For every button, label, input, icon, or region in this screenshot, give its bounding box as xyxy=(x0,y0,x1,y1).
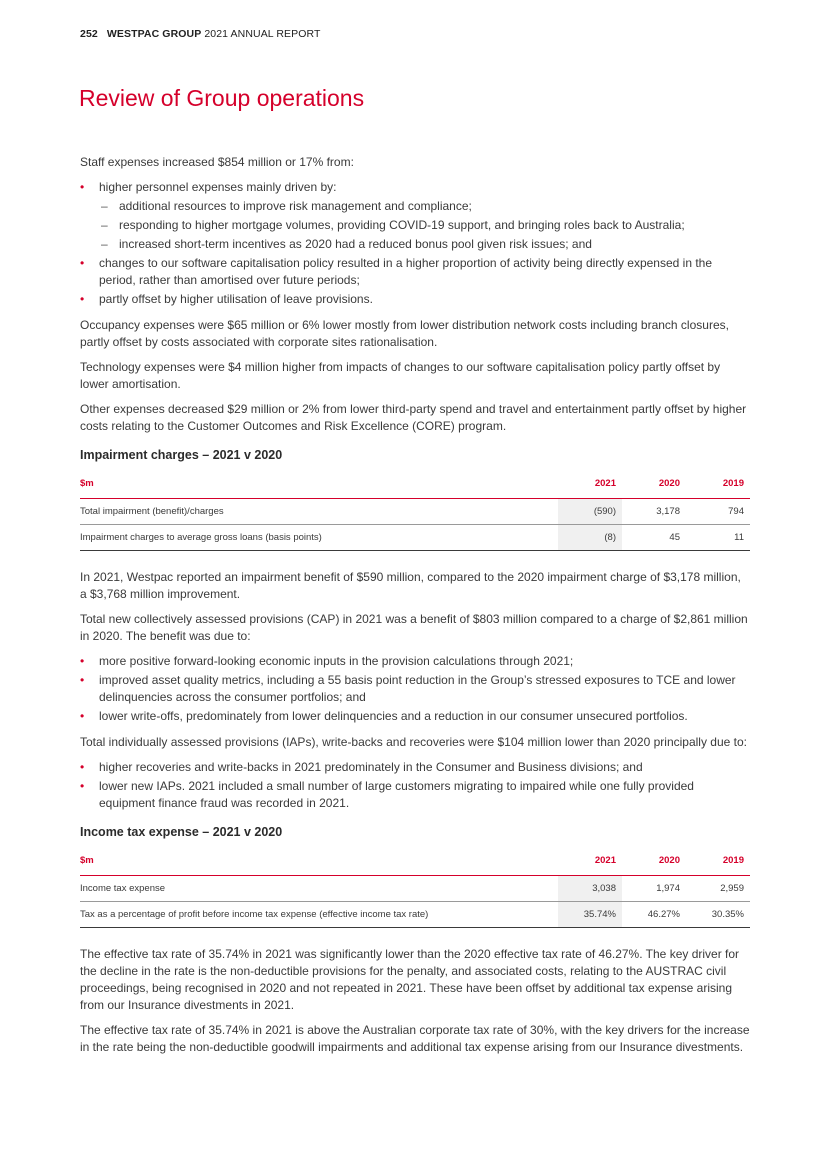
sub-text: increased short-term incentives as 2020 had a reduced bonus pool given risk issues; and xyxy=(119,237,592,251)
cell-2020: 3,178 xyxy=(622,499,686,525)
iap-bullet-list xyxy=(80,759,750,812)
cell-2021: (590) xyxy=(558,499,622,525)
column-header: 2021 xyxy=(558,848,622,876)
row-label: Tax as a percentage of profit before income tax expense (effective income tax rate) xyxy=(80,902,558,928)
bullet-text: more positive forward-looking economic inputs in the provision calculations through 2021; xyxy=(99,654,574,668)
impairment-paragraph-3: Total individually assessed provisions (IAPs), write-backs and recoveries were $104 million lower than 2020 principally due to: xyxy=(80,735,747,749)
impairment-heading: Impairment charges – 2021 v 2020 xyxy=(80,448,283,462)
income-tax-table xyxy=(80,848,750,928)
page-title: Review of Group operations xyxy=(79,85,365,111)
other-expenses-paragraph: Other expenses decreased $29 million or 2% from lower third-party spend and travel and entertainment partly offset by higher costs relating to the Customer Outcomes and Risk Excellence (CORE) program. xyxy=(80,402,747,433)
technology-paragraph: Technology expenses were $4 million higher from impacts of changes to our software capitalisation policy partly offset by lower amortisation. xyxy=(80,360,721,391)
column-header: 2020 xyxy=(622,848,686,876)
bullet-text: higher personnel expenses mainly driven by: xyxy=(99,180,337,194)
table-row xyxy=(80,902,750,928)
table-header-row xyxy=(80,471,750,499)
column-header: 2019 xyxy=(686,471,750,499)
report-name: 2021 ANNUAL REPORT xyxy=(204,28,321,40)
bullet-icon: • xyxy=(80,673,85,687)
cell-2019: 30.35% xyxy=(686,902,750,928)
list-item xyxy=(80,708,750,725)
cell-2020: 1,974 xyxy=(622,876,686,902)
list-item xyxy=(80,759,750,776)
income-tax-heading: Income tax expense – 2021 v 2020 xyxy=(80,825,283,839)
row-label: Impairment charges to average gross loans (basis points) xyxy=(80,525,558,551)
bullet-text: improved asset quality metrics, including a 55 basis point reduction in the Group’s stressed exposures to TCE and lower delinquencies across the consumer portfolios; and xyxy=(99,673,736,704)
table-row xyxy=(80,499,750,525)
row-label: Total impairment (benefit)/charges xyxy=(80,499,558,525)
list-item xyxy=(80,672,750,706)
sub-text: additional resources to improve risk management and compliance; xyxy=(119,199,472,213)
table-row xyxy=(80,876,750,902)
table-header-row xyxy=(80,848,750,876)
dash-icon: – xyxy=(101,237,108,251)
column-header: 2019 xyxy=(686,848,750,876)
column-header: $m xyxy=(80,848,558,876)
column-header: 2020 xyxy=(622,471,686,499)
row-label: Income tax expense xyxy=(80,876,558,902)
bullet-text: lower write-offs, predominately from lower delinquencies and a reduction in our consumer unsecured portfolios. xyxy=(99,709,688,723)
staff-bullet-list xyxy=(80,179,750,308)
dash-icon: – xyxy=(101,199,108,213)
bullet-icon: • xyxy=(80,654,85,668)
staff-sub-list xyxy=(99,198,750,253)
table-row xyxy=(80,525,750,551)
impairment-table xyxy=(80,471,750,551)
list-item xyxy=(80,255,750,289)
cell-2020: 45 xyxy=(622,525,686,551)
list-item xyxy=(99,198,750,215)
bullet-icon: • xyxy=(80,709,85,723)
occupancy-paragraph: Occupancy expenses were $65 million or 6% lower mostly from lower distribution network costs including branch closures, partly offset by costs associated with corporate sites rationalisation. xyxy=(80,318,729,349)
impairment-paragraph-1: In 2021, Westpac reported an impairment benefit of $590 million, compared to the 2020 impairment charge of $3,178 million, a $3,768 million improvement. xyxy=(80,570,741,601)
list-item xyxy=(80,778,750,812)
page-header xyxy=(80,28,321,40)
page-number: 252 xyxy=(80,28,98,40)
income-tax-paragraph-2: The effective tax rate of 35.74% in 2021 is above the Australian corporate tax rate of 30%, with the key drivers for the increase in the rate being the non-deductible goodwill impairments and additional tax expense arising from our Insurance divestments. xyxy=(80,1023,750,1054)
cell-2021: 35.74% xyxy=(558,902,622,928)
bullet-icon: • xyxy=(80,760,85,774)
column-header: 2021 xyxy=(558,471,622,499)
cell-2019: 11 xyxy=(686,525,750,551)
column-header: $m xyxy=(80,471,558,499)
impairment-paragraph-2: Total new collectively assessed provisions (CAP) in 2021 was a benefit of $803 million compared to a charge of $2,861 million in 2020. The benefit was due to: xyxy=(80,612,748,643)
cell-2019: 794 xyxy=(686,499,750,525)
cell-2020: 46.27% xyxy=(622,902,686,928)
cell-2019: 2,959 xyxy=(686,876,750,902)
cap-bullet-list xyxy=(80,653,750,725)
list-item xyxy=(99,236,750,253)
bullet-text: higher recoveries and write-backs in 2021 predominately in the Consumer and Business divisions; and xyxy=(99,760,643,774)
staff-intro: Staff expenses increased $854 million or 17% from: xyxy=(80,155,354,169)
bullet-text: partly offset by higher utilisation of leave provisions. xyxy=(99,292,373,306)
bullet-icon: • xyxy=(80,779,85,793)
bullet-text: changes to our software capitalisation policy resulted in a higher proportion of activity being directly expensed in the period, rather than amortised over future periods; xyxy=(99,256,713,287)
list-item xyxy=(99,217,750,234)
bullet-icon: • xyxy=(80,180,85,194)
bullet-text: lower new IAPs. 2021 included a small number of large customers migrating to impaired while one fully provided equipment finance fraud was recorded in 2021. xyxy=(99,779,694,810)
dash-icon: – xyxy=(101,218,108,232)
cell-2021: (8) xyxy=(558,525,622,551)
list-item xyxy=(80,653,750,670)
cell-2021: 3,038 xyxy=(558,876,622,902)
list-item xyxy=(80,291,750,308)
list-item xyxy=(80,179,750,253)
income-tax-paragraph-1: The effective tax rate of 35.74% in 2021 was significantly lower than the 2020 effective tax rate of 46.27%. The key driver for the decline in the rate is the non-deductible provisions for the penalty, and associated costs, relating to the AUSTRAC civil proceedings, being recognised in 2020 and not repeated in 2021. These have been offset by additional tax expense arising from our Insurance divestments in 2021. xyxy=(80,947,740,1012)
brand-name: WESTPAC GROUP xyxy=(106,28,202,40)
bullet-icon: • xyxy=(80,256,85,270)
sub-text: responding to higher mortgage volumes, providing COVID-19 support, and bringing roles back to Australia; xyxy=(119,218,685,232)
main-content xyxy=(80,154,750,1064)
bullet-icon: • xyxy=(80,292,85,306)
